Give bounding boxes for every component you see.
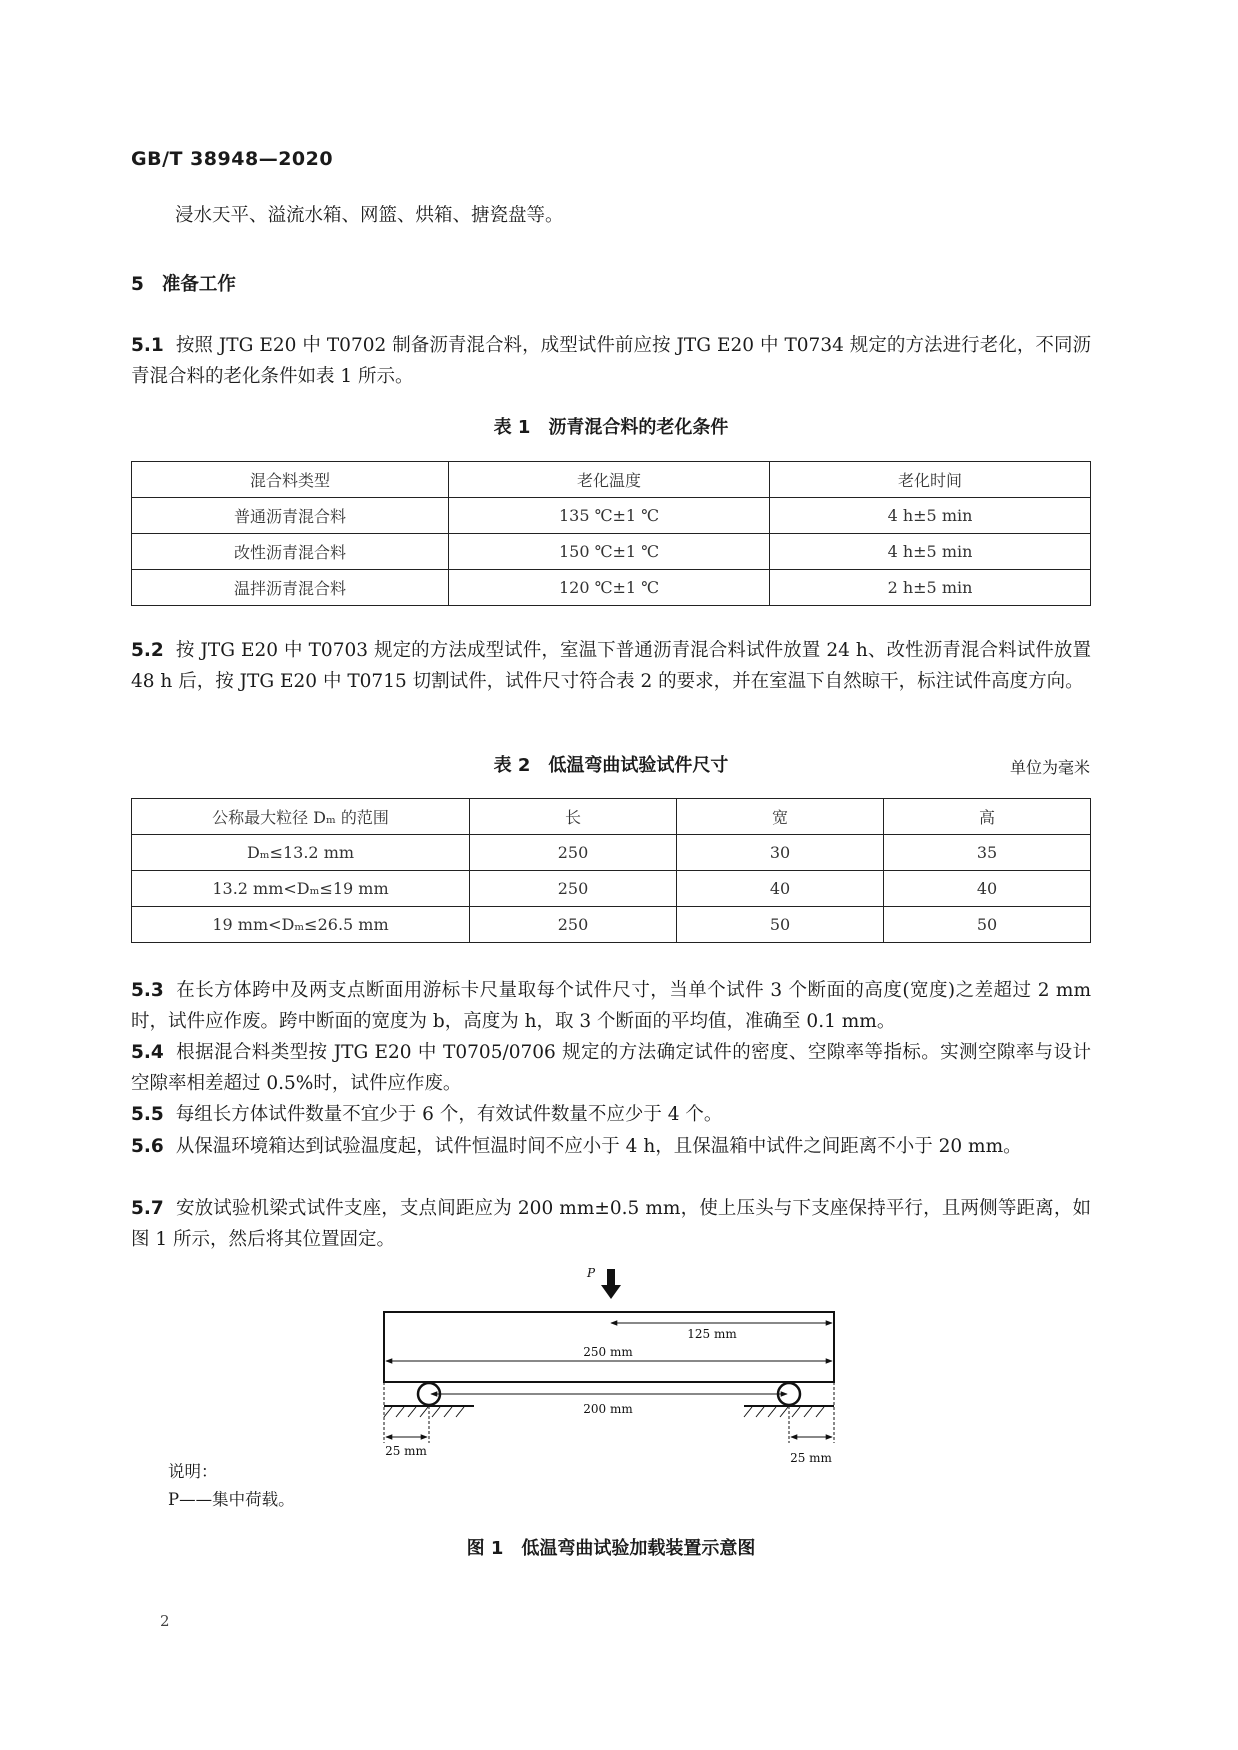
clause-text: 在长方体跨中及两支点断面用游标卡尺量取每个试件尺寸，当单个试件 3 个断面的高度(宽度)之差超过 2 mm 时，试件应作废。跨中断面的宽度为 b，高度为 h，取 3 个断面的平均值，准确至 0.1 mm。 (131, 980, 1091, 1032)
table-cell: 50 (677, 907, 884, 943)
figure-legend-item: P——集中荷载。 (168, 1490, 295, 1509)
aging-conditions-table (131, 461, 1091, 606)
clause-number: 5.4 (131, 1042, 164, 1063)
table2-caption (131, 751, 1091, 777)
table-cell: 4 h±5 min (770, 498, 1091, 534)
section-number: 5 (131, 274, 144, 295)
table-cell: 13.2 mm<Dₘ≤19 mm (132, 871, 470, 907)
table-header-cell: 老化温度 (449, 462, 770, 498)
table-header-cell: 混合料类型 (132, 462, 449, 498)
table2-caption-title: 低温弯曲试验试件尺寸 (548, 755, 729, 776)
table1-caption-title: 沥青混合料的老化条件 (548, 417, 729, 438)
paragraph-5-7 (131, 1193, 1091, 1255)
page-number: 2 (160, 1612, 170, 1630)
clause-number: 5.6 (131, 1136, 164, 1157)
table1-caption (131, 413, 1091, 439)
paragraph-5-2 (131, 635, 1091, 697)
clause-text: 每组长方体试件数量不宜少于 6 个，有效试件数量不应少于 4 个。 (175, 1104, 723, 1125)
clause-number: 5.3 (131, 980, 164, 1001)
specimen-size-table (131, 798, 1091, 943)
clause-number: 5.5 (131, 1104, 164, 1125)
table-header-cell: 公称最大粒径 Dₘ 的范围 (132, 799, 470, 835)
table-header-row (132, 462, 1091, 498)
table2-caption-number: 表 2 (493, 755, 531, 776)
section-title: 准备工作 (161, 274, 236, 295)
table-row (132, 835, 1091, 871)
standard-code: GB/T 38948—2020 (131, 148, 334, 170)
table-cell: 改性沥青混合料 (132, 534, 449, 570)
table-header-cell: 老化时间 (770, 462, 1091, 498)
dimension-25-left-label: 25 mm (385, 1444, 427, 1458)
clause-text: 按照 JTG E20 中 T0702 制备沥青混合料，成型试件前应按 JTG E20 中 T0734 规定的方法进行老化，不同沥青混合料的老化条件如表 1 所示。 (131, 335, 1091, 387)
intro-line: 浸水天平、溢流水箱、网篮、烘箱、搪瓷盘等。 (175, 205, 564, 226)
clause-text: 从保温环境箱达到试验温度起，试件恒温时间不应小于 4 h，且保温箱中试件之间距离不小于 20 mm。 (175, 1136, 1022, 1157)
figure1-caption-title: 低温弯曲试验加载装置示意图 (521, 1538, 756, 1559)
paragraph-5-3 (131, 975, 1091, 1037)
unit-note: 单位为毫米 (1009, 758, 1090, 777)
table-cell: 250 (470, 835, 677, 871)
paragraph-5-6 (131, 1131, 1091, 1162)
table-header-cell: 宽 (677, 799, 884, 835)
load-label: P (587, 1266, 596, 1280)
table-cell: 4 h±5 min (770, 534, 1091, 570)
table-header-cell: 长 (470, 799, 677, 835)
table-cell: 19 mm<Dₘ≤26.5 mm (132, 907, 470, 943)
table-cell: 120 ℃±1 ℃ (449, 570, 770, 606)
paragraph-5-1 (131, 330, 1091, 392)
table-cell: 50 (884, 907, 1091, 943)
section-heading (131, 270, 236, 296)
load-arrow-icon (601, 1269, 621, 1299)
table-row (132, 498, 1091, 534)
clause-text: 根据混合料类型按 JTG E20 中 T0705/0706 规定的方法确定试件的密度、空隙率等指标。实测空隙率与设计空隙率相差超过 0.5%时，试件应作废。 (131, 1042, 1091, 1094)
table-cell: 250 (470, 907, 677, 943)
table-cell: 40 (677, 871, 884, 907)
dimension-250-label: 250 mm (583, 1345, 633, 1359)
table-cell: 温拌沥青混合料 (132, 570, 449, 606)
table-cell: Dₘ≤13.2 mm (132, 835, 470, 871)
paragraph-5-4 (131, 1037, 1091, 1099)
clause-text: 按 JTG E20 中 T0703 规定的方法成型试件，室温下普通沥青混合料试件放置 24 h、改性沥青混合料试件放置 48 h 后，按 JTG E20 中 T0715 切割试件，试件尺寸符合表 2 的要求，并在室温下自然晾干，标注试件高度方向。 (131, 640, 1091, 692)
table1-caption-number: 表 1 (493, 417, 531, 438)
clause-number: 5.1 (131, 335, 164, 356)
figure1-caption (131, 1534, 1091, 1560)
table-cell: 30 (677, 835, 884, 871)
table-cell: 普通沥青混合料 (132, 498, 449, 534)
table-cell: 40 (884, 871, 1091, 907)
figure1-caption-number: 图 1 (466, 1538, 504, 1559)
dimension-200-label: 200 mm (583, 1402, 633, 1416)
table-cell: 35 (884, 835, 1091, 871)
figure-legend-title: 说明： (168, 1462, 218, 1481)
table-row (132, 871, 1091, 907)
table-row (132, 570, 1091, 606)
paragraph-5-5 (131, 1099, 1091, 1130)
dimension-125-label: 125 mm (687, 1327, 737, 1341)
clause-number: 5.7 (131, 1198, 164, 1219)
clause-text: 安放试验机梁式试件支座，支点间距应为 200 mm±0.5 mm，使上压头与下支座保持平行，且两侧等距离，如图 1 所示，然后将其位置固定。 (131, 1198, 1091, 1250)
dimension-25-right-label: 25 mm (790, 1451, 832, 1465)
table-cell: 2 h±5 min (770, 570, 1091, 606)
clause-number: 5.2 (131, 640, 164, 661)
table-row (132, 534, 1091, 570)
table-cell: 250 (470, 871, 677, 907)
loading-device-diagram (370, 1265, 850, 1465)
table-cell: 150 ℃±1 ℃ (449, 534, 770, 570)
table-header-row (132, 799, 1091, 835)
table-cell: 135 ℃±1 ℃ (449, 498, 770, 534)
table-row (132, 907, 1091, 943)
table-header-cell: 高 (884, 799, 1091, 835)
